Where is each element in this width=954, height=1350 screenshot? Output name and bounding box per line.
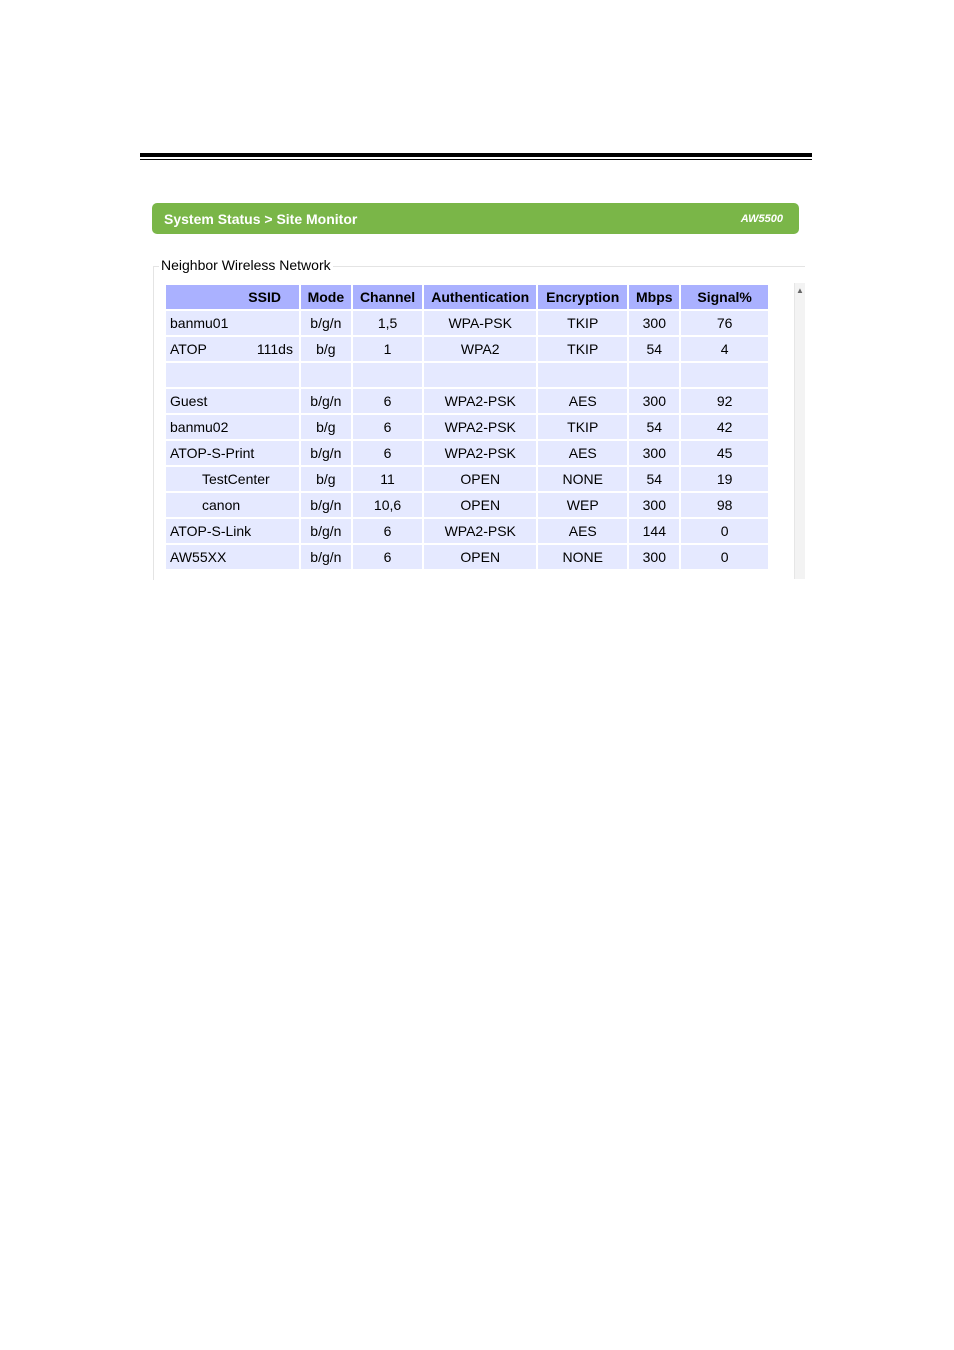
signal-cell: 0 [681, 519, 768, 543]
mode-cell: b/g [301, 467, 351, 491]
ssid-cell: banmu01 [166, 311, 299, 335]
site-monitor-table [164, 283, 770, 571]
mbps-cell: 144 [629, 519, 679, 543]
column-header-mode: Mode [301, 285, 351, 309]
channel-cell: 6 [353, 441, 423, 465]
auth-cell [424, 363, 536, 387]
table-row [166, 337, 768, 361]
top-rule-thin [140, 159, 812, 160]
auth-cell: OPEN [424, 545, 536, 569]
mbps-cell [629, 363, 679, 387]
signal-cell: 45 [681, 441, 768, 465]
ssid-cell: ATOP-S-Link [166, 519, 299, 543]
signal-cell: 4 [681, 337, 768, 361]
table-row [166, 363, 768, 387]
ssid-cell: canon [166, 493, 299, 517]
section-legend: Neighbor Wireless Network [161, 257, 331, 273]
ssid-cell [166, 363, 299, 387]
mbps-cell: 54 [629, 467, 679, 491]
auth-cell: WPA-PSK [424, 311, 536, 335]
ssid-cell: Guest [166, 389, 299, 413]
signal-cell: 98 [681, 493, 768, 517]
ssid-cell: AW55XX [166, 545, 299, 569]
table-row [166, 545, 768, 569]
table-row [166, 441, 768, 465]
mode-cell: b/g [301, 415, 351, 439]
auth-cell: WPA2-PSK [424, 441, 536, 465]
enc-cell: AES [538, 441, 627, 465]
mbps-cell: 300 [629, 545, 679, 569]
ssid-cell: banmu02 [166, 415, 299, 439]
signal-cell: 0 [681, 545, 768, 569]
column-header-signal: Signal% [681, 285, 768, 309]
mode-cell: b/g/n [301, 545, 351, 569]
table-row [166, 389, 768, 413]
channel-cell: 6 [353, 389, 423, 413]
table-row [166, 311, 768, 335]
column-header-mbps: Mbps [629, 285, 679, 309]
signal-cell: 76 [681, 311, 768, 335]
column-header-ssid: SSID [166, 285, 299, 309]
breadcrumb: System Status > Site Monitor [164, 211, 358, 227]
mode-cell: b/g/n [301, 493, 351, 517]
ssid-cell: ATOP 111ds [166, 337, 299, 361]
mbps-cell: 300 [629, 493, 679, 517]
enc-cell: WEP [538, 493, 627, 517]
enc-cell: TKIP [538, 337, 627, 361]
auth-cell: WPA2 [424, 337, 536, 361]
mode-cell: b/g/n [301, 519, 351, 543]
table-scrollbar[interactable] [794, 283, 805, 579]
enc-cell: NONE [538, 467, 627, 491]
auth-cell: WPA2-PSK [424, 415, 536, 439]
signal-cell: 19 [681, 467, 768, 491]
signal-cell: 92 [681, 389, 768, 413]
channel-cell [353, 363, 423, 387]
auth-cell: WPA2-PSK [424, 519, 536, 543]
channel-cell: 1,5 [353, 311, 423, 335]
mbps-cell: 300 [629, 389, 679, 413]
auth-cell: OPEN [424, 493, 536, 517]
table-row [166, 493, 768, 517]
mbps-cell: 54 [629, 337, 679, 361]
table-header-row [166, 285, 768, 309]
mode-cell: b/g/n [301, 441, 351, 465]
channel-cell: 11 [353, 467, 423, 491]
enc-cell: NONE [538, 545, 627, 569]
table-row [166, 519, 768, 543]
enc-cell: AES [538, 389, 627, 413]
ssid-cell: TestCenter [166, 467, 299, 491]
mbps-cell: 54 [629, 415, 679, 439]
page-header-bar [152, 203, 799, 234]
channel-cell: 6 [353, 519, 423, 543]
mode-cell [301, 363, 351, 387]
auth-cell: OPEN [424, 467, 536, 491]
enc-cell [538, 363, 627, 387]
mode-cell: b/g/n [301, 389, 351, 413]
mode-cell: b/g [301, 337, 351, 361]
enc-cell: AES [538, 519, 627, 543]
site-table-scroll-area[interactable] [166, 285, 770, 573]
top-rule-thick [140, 153, 812, 157]
mode-cell: b/g/n [301, 311, 351, 335]
signal-cell [681, 363, 768, 387]
channel-cell: 6 [353, 415, 423, 439]
table-row [166, 467, 768, 491]
model-label: AW5500 [740, 213, 783, 225]
mbps-cell: 300 [629, 311, 679, 335]
enc-cell: TKIP [538, 415, 627, 439]
table-row [166, 415, 768, 439]
column-header-authentication: Authentication [424, 285, 536, 309]
mbps-cell: 300 [629, 441, 679, 465]
ssid-cell: ATOP-S-Print [166, 441, 299, 465]
channel-cell: 10,6 [353, 493, 423, 517]
enc-cell: TKIP [538, 311, 627, 335]
column-header-encryption: Encryption [538, 285, 627, 309]
column-header-channel: Channel [353, 285, 423, 309]
signal-cell: 42 [681, 415, 768, 439]
auth-cell: WPA2-PSK [424, 389, 536, 413]
scroll-up-arrow-icon[interactable]: ▲ [796, 286, 804, 295]
channel-cell: 1 [353, 337, 423, 361]
channel-cell: 6 [353, 545, 423, 569]
